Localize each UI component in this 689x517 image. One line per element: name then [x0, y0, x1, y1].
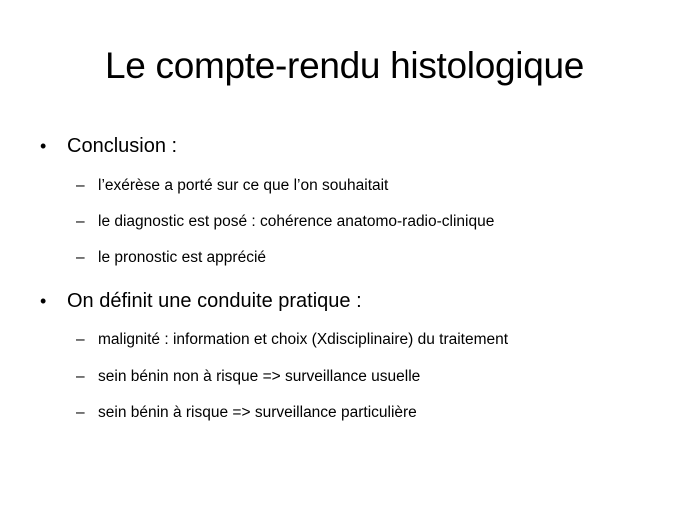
sub-item: [0, 329, 689, 351]
sub-item-text: malignité : information et choix (Xdisciplinaire) du traitement: [98, 331, 509, 348]
sub-item: [0, 211, 689, 233]
sub-item: [0, 366, 689, 388]
dash-icon: –: [76, 404, 85, 421]
bullet-icon: •: [40, 291, 47, 311]
sub-item-text: le diagnostic est posé : cohérence anatomo-radio-clinique: [98, 213, 495, 230]
sub-item: [0, 402, 689, 424]
sub-item-text: l’exérèse a porté sur ce que l’on souhaitait: [98, 177, 389, 194]
slide-title: Le compte-rendu histologique: [104, 45, 585, 86]
sub-item-text: sein bénin à risque => surveillance particulière: [98, 404, 417, 421]
dash-icon: –: [76, 213, 85, 230]
section-heading-conclusion: Conclusion :: [67, 135, 178, 157]
sub-item: [0, 175, 689, 197]
bullet-icon: •: [40, 136, 47, 156]
bullet-item-conclusion: [0, 133, 689, 159]
dash-icon: –: [76, 331, 85, 348]
section-heading-conduite: On définit une conduite pratique :: [67, 290, 362, 312]
sub-item-text: sein bénin non à risque => surveillance usuelle: [98, 368, 421, 385]
dash-icon: –: [76, 368, 85, 385]
dash-icon: –: [76, 249, 85, 266]
sub-item-text: le pronostic est apprécié: [98, 249, 267, 266]
dash-icon: –: [76, 177, 85, 194]
bullet-item-conduite: [0, 288, 689, 314]
sub-item: [0, 247, 689, 269]
